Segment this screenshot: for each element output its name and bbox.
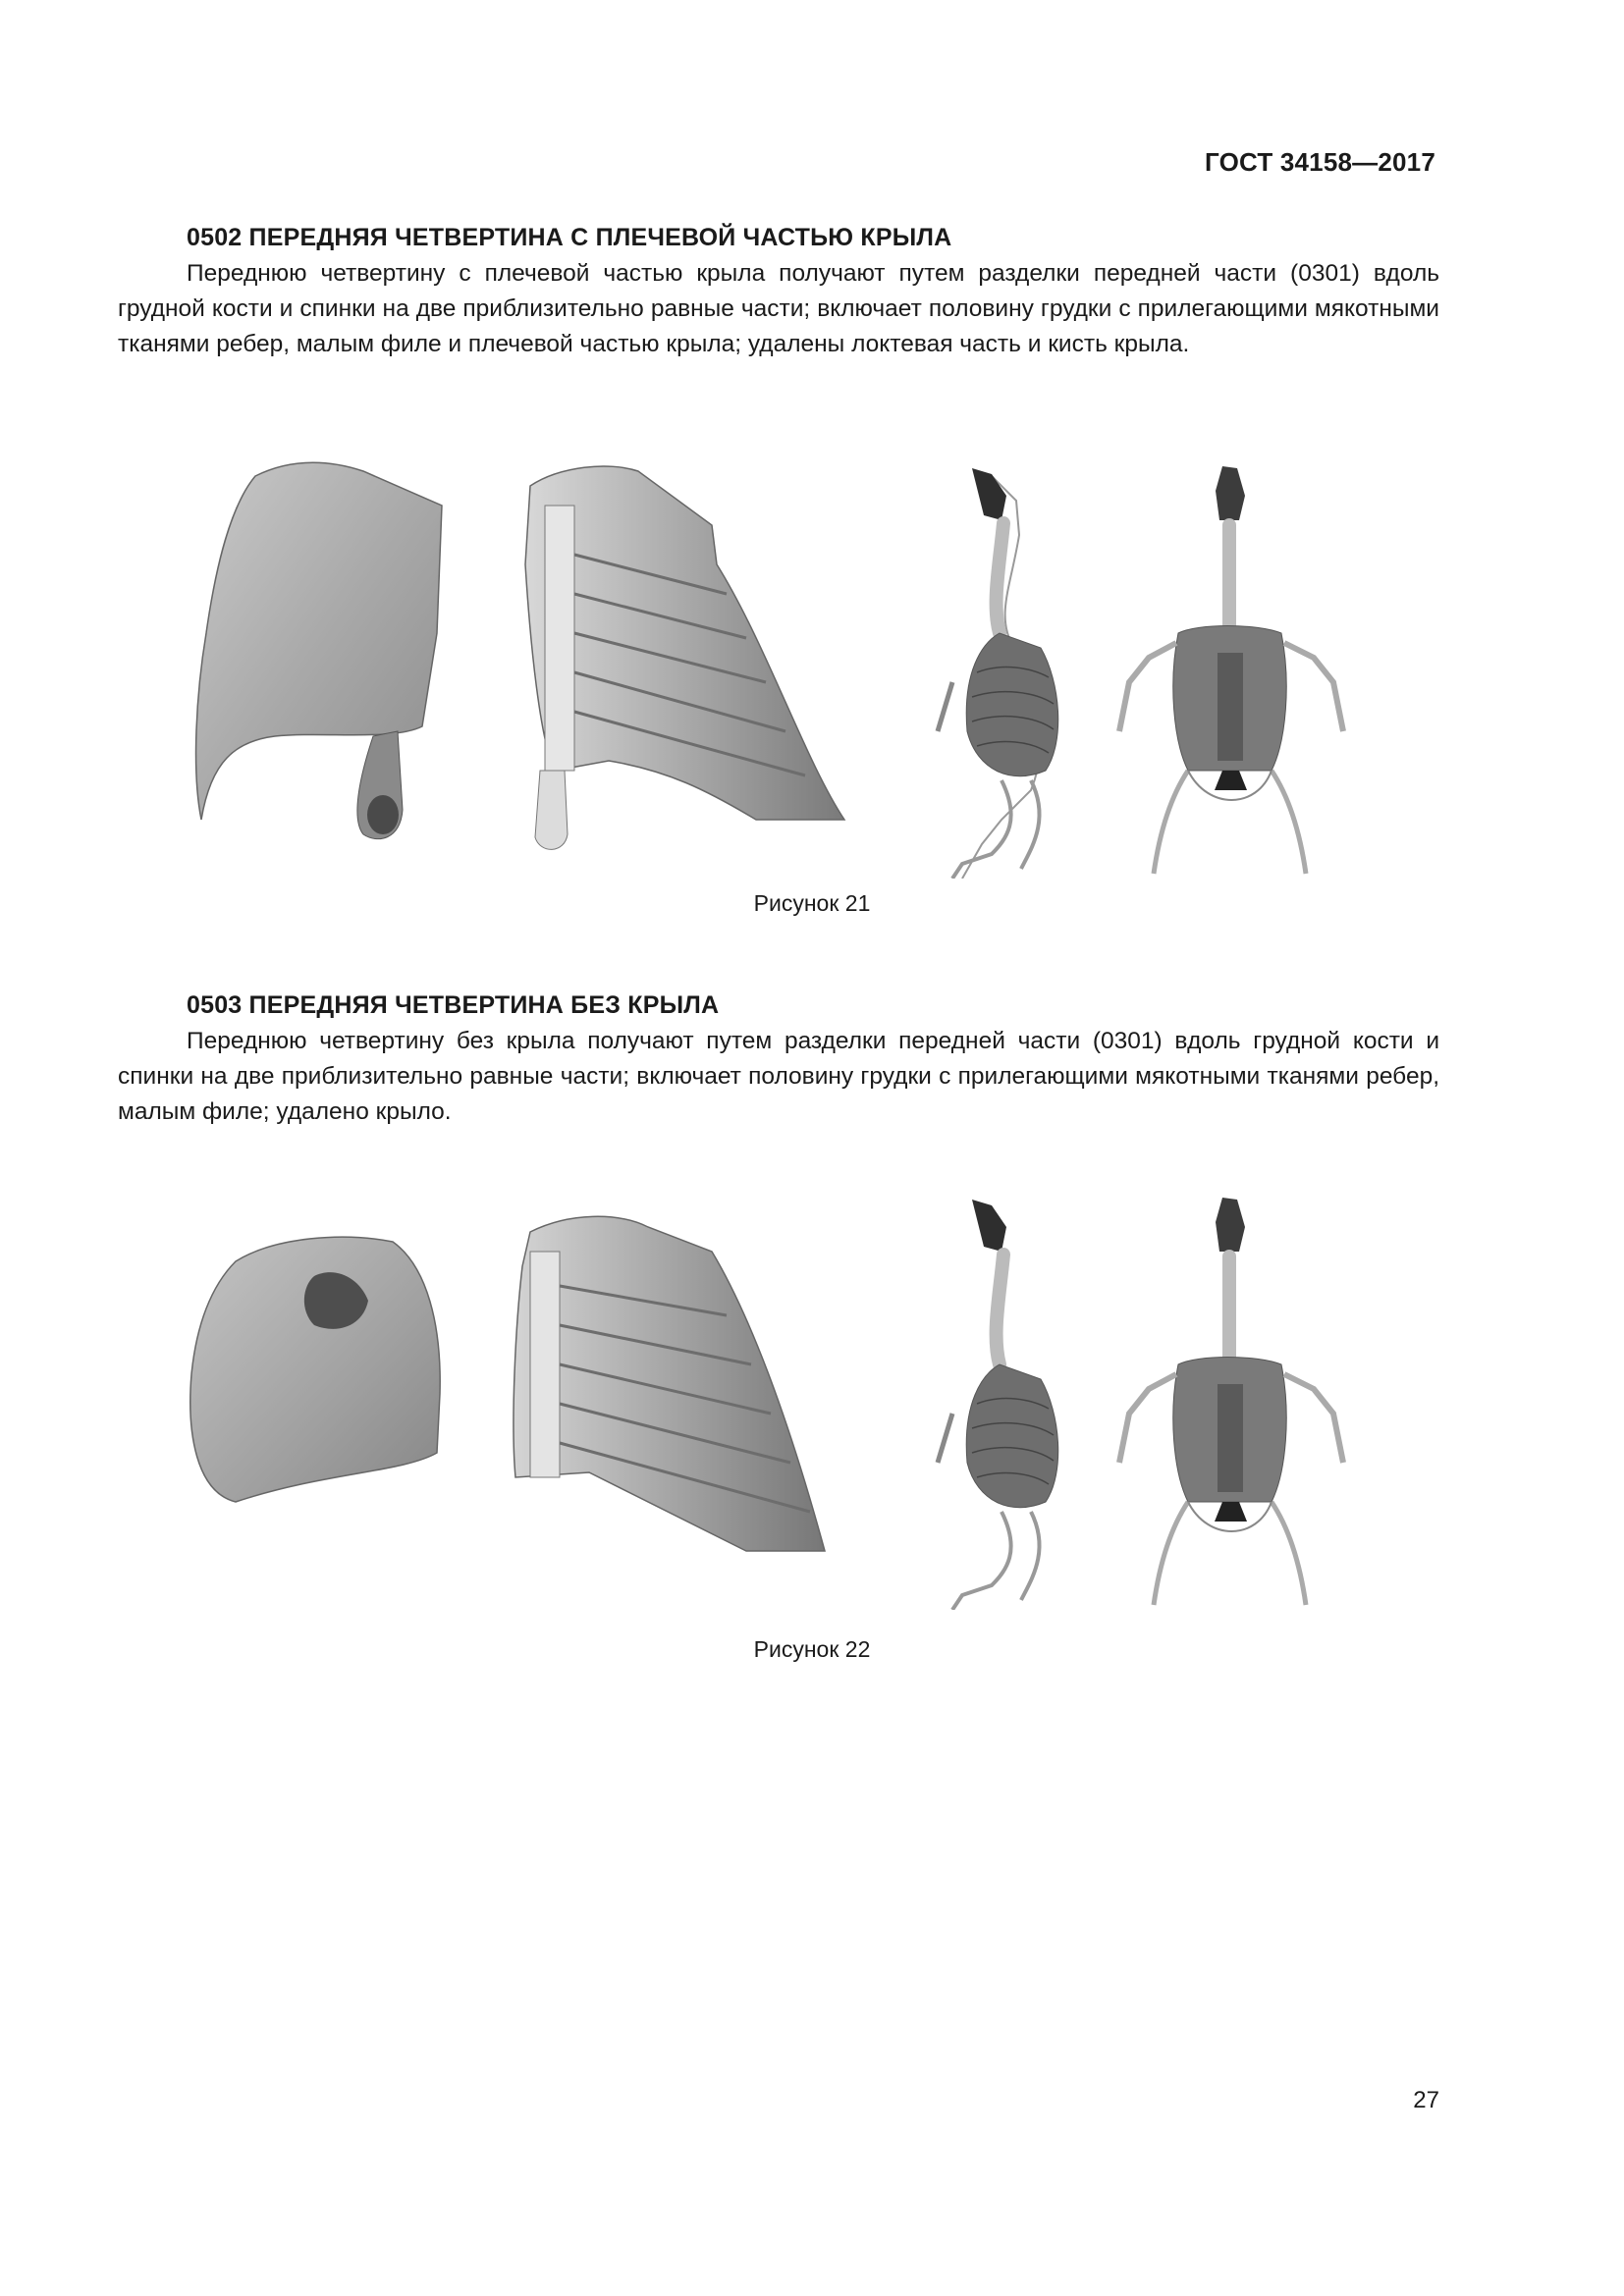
side-view-skeleton-diagram: [938, 468, 1058, 879]
quarter-inner-side-photo: [525, 466, 844, 849]
standard-number: ГОСТ 34158—2017: [1205, 147, 1435, 177]
section-heading: 0502 ПЕРЕДНЯЯ ЧЕТВЕРТИНА С ПЛЕЧЕВОЙ ЧАСТЬЮ КРЫЛА: [187, 224, 952, 251]
figure-21: [177, 447, 1453, 879]
section-heading: 0503 ПЕРЕДНЯЯ ЧЕТВЕРТИНА БЕЗ КРЫЛА: [187, 991, 720, 1019]
quarter-no-wing-skin-side-photo: [190, 1237, 440, 1502]
figure-22-caption: Рисунок 22: [753, 1636, 871, 1662]
side-view-skeleton-diagram: [938, 1200, 1058, 1610]
quarter-skin-side-photo: [196, 462, 442, 838]
quarter-no-wing-inner-side-photo: [514, 1216, 825, 1551]
figure-21-caption: Рисунок 21: [753, 890, 871, 916]
front-view-skeleton-diagram: [1119, 466, 1343, 874]
section-0502: [118, 224, 1439, 362]
figure-22: [177, 1178, 1453, 1610]
page-number: 27: [1413, 2087, 1439, 2113]
figure-22-illustration: [177, 1178, 1453, 1610]
figure-21-illustration: [177, 447, 1453, 879]
section-text: Переднюю четвертину с плечевой частью крыла получают путем разделки передней части (0301) вдоль грудной кости и спинки на две приблизительно равные части; включает половину грудки с прилегающими мякотными тканями ребер, малым филе и плечевой частью крыла; удалены локтевая часть и кисть крыла.: [118, 260, 1439, 357]
section-text: Переднюю четвертину без крыла получают путем разделки передней части (0301) вдоль грудной кости и спинки на две приблизительно равные части; включает половину грудки с прилегающими мякотными тканями ребер, малым филе; удалено крыло.: [118, 1028, 1439, 1125]
section-0503: [118, 991, 1439, 1130]
front-view-skeleton-diagram: [1119, 1198, 1343, 1605]
